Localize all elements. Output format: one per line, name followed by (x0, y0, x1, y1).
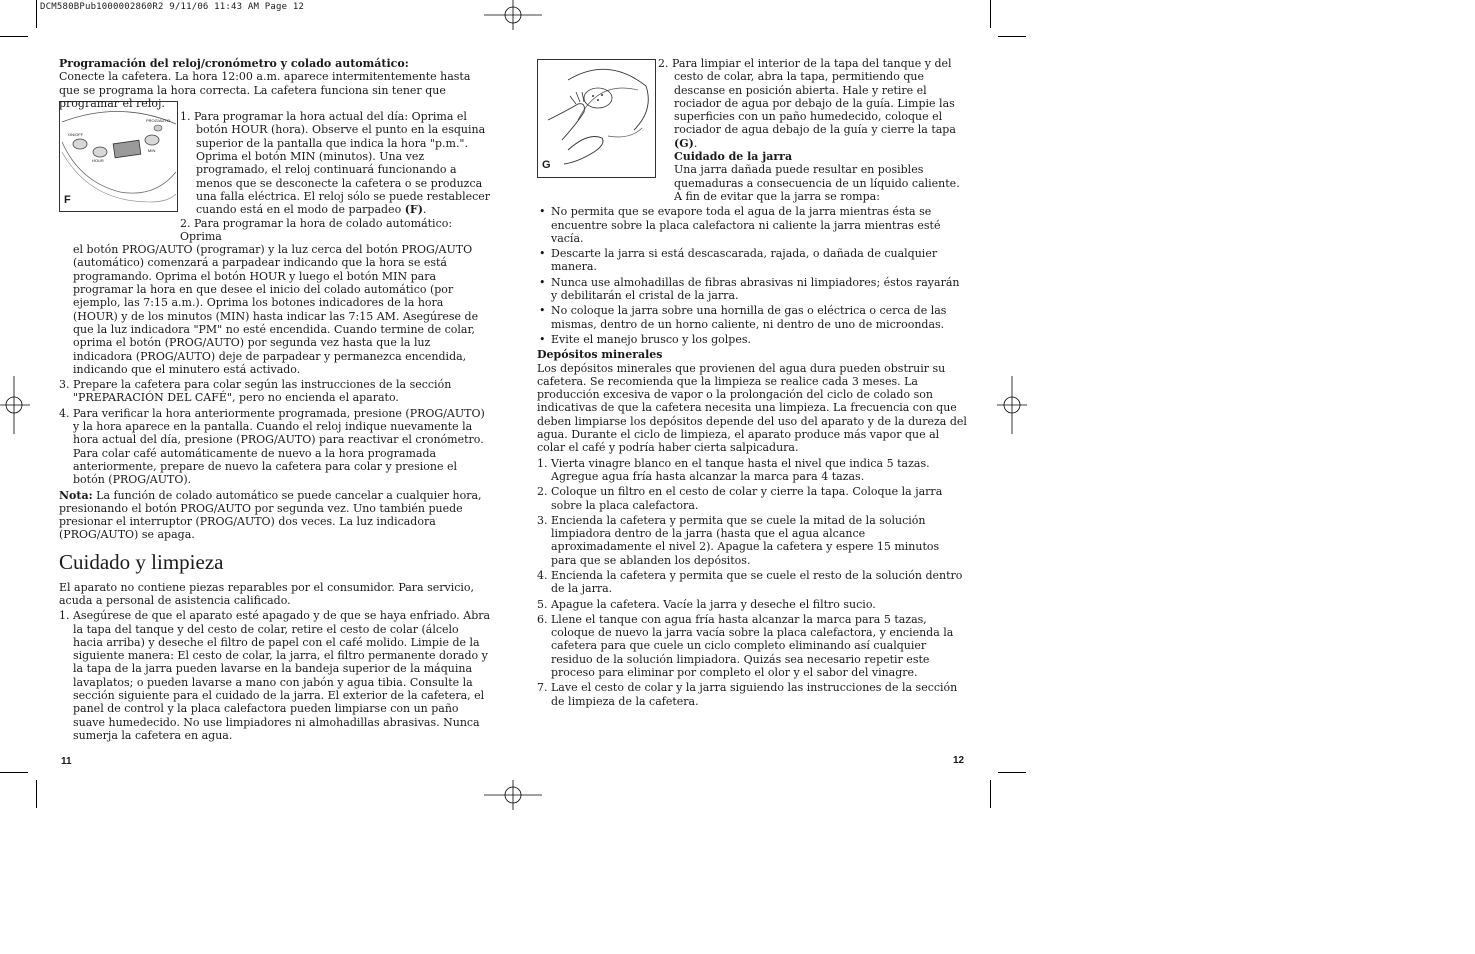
clock-step-2: el botón PROG/AUTO (programar) y la luz cerca del botón PROG/AUTO (automático) comenzará a parpadear indicando que la hora se está programando. Oprima el botón HOUR y luego el botón MIN para programar la hora en que desee el inicio del colado automático (por ejemplo, las 7:15 a.m.). Oprima los botones indicadores de la hora (HOUR) y de los minutos (MIN) hasta indicar las 7:15 AM. Asegúrese de que la luz indicadora "PM" no esté encendida. Cuando termine de colar, oprima el botón (PROG/AUTO) por segunda vez hasta que la luz indicadora (PROG/AUTO) deje de parpadear y permanezca encendida, indicando que el minutero está activado. (73, 243, 479, 376)
clock-note (59, 489, 491, 542)
figure-f-button-label: PROG/AUTO (146, 118, 170, 123)
minerals-title: Depósitos minerales (537, 348, 663, 362)
clock-intro: Conecte la cafetera. La hora 12:00 a.m. aparece intermitentemente hasta que se programa la hora correcta. La cafetera funciona sin tener que programar el reloj. (59, 70, 471, 110)
page-number-left: 11 (61, 756, 72, 767)
clock-step-3: 3. Prepare la cafetera para colar según las instrucciones de la sección "PREPARACIÓN DEL CAFÉ", pero no encienda el aparato. (59, 378, 452, 405)
figure-ref-f: (F) (404, 203, 423, 217)
clock-step-1-end: . (422, 203, 427, 217)
list-item: 5. Apague la cafetera. Vacíe la jarra y deseche el filtro sucio. (537, 597, 876, 611)
clock-step-2-start: 2. Para programar la hora de colado automático: Oprima (180, 216, 453, 243)
figure-f-button-label: HOUR (92, 158, 104, 163)
care-step-2-text: 2. Para limpiar el interior de la tapa del tanque y del cesto de colar, abra la tapa, permitiendo que descanse en posición abierta. Hale y retire el rociador de agua por debajo de la guía. Limpie las superficies con un paño humedecido, coloque el rociador de agua debajo de la guía y cierre la tapa (658, 57, 956, 137)
crop-mark (36, 0, 37, 28)
crop-mark (998, 772, 1026, 773)
list-item: 6. Llene el tanque con agua fría hasta alcanzar la marca para 5 tazas, coloque de nuevo la jarra vacía sobre la placa calefactora, y encienda la cafetera para que cuele un ciclo completo eliminando así cualquier residuo de la solución limpiadora. Quizás sea necesario repetir este proceso para eliminar por completo el olor y el sabor del vinagre. (537, 612, 954, 680)
list-item: • No coloque la jarra sobre una hornilla de gas o eléctrica o cerca de las mismas, dentro de un horno caliente, ni dentro de uno de microondas. (537, 304, 967, 331)
crop-mark (998, 36, 1026, 37)
figure-g-label: G (542, 159, 551, 171)
print-slug: DCM580BPub1000002860R2 9/11/06 11:43 AM Page 12 (40, 2, 305, 12)
right-page-column (537, 57, 967, 710)
minerals-intro: Los depósitos minerales que provienen del agua dura pueden obstruir su cafetera. Se recomienda que la limpieza se realice cada 3 meses. La producción excesiva de vapor o la prolongación del ciclo de colado son indicativas de que la cafetera necesita una limpieza. La frecuencia con que deben limpiarse los depósitos depende del uso del aparato y de la dureza del agua. Durante el ciclo de limpieza, el aparato produce más vapor que al colar el café y podría haber cierta salpicadura. (537, 361, 967, 455)
list-item: 2. Coloque un filtro en el cesto de colar y cierre la tapa. Coloque la jarra sobre la placa calefactora. (537, 485, 943, 512)
list-item: • Descarte la jarra si está descascarada, rajada, o dañada de cualquier manera. (537, 247, 967, 274)
crop-mark (0, 772, 28, 773)
crop-mark (990, 780, 991, 808)
list-item: • Nunca use almohadillas de fibras abrasivas ni limpiadores; éstos rayarán y debilitarán el cristal de la jarra. (537, 276, 967, 303)
clock-step-1 (180, 110, 491, 216)
carafe-care-title: Cuidado de la jarra (674, 150, 793, 164)
care-step-1: 1. Asegúrese de que el aparato esté apagado y de que se haya enfriado. Abra la tapa del tanque y del cesto de colar, retire el cesto de colar (álcelo hacia arriba) y deseche el filtro de papel con el café molido. Limpie de la siguiente manera: El cesto de colar, la jarra, el filtro permanente dorado y la tapa de la jarra pueden lavarse en la bandeja superior de la máquina lavaplatos; o pueden lavarse a mano con jabón y agua tibia. Consulte la sección siguiente para el cuidado de la jarra. El exterior de la cafetera, el panel de control y la placa calefactora pueden limpiarse con un paño suave humedecido. No use limpiadores ni almohadillas abrasivas. Nunca sumerja la cafetera en agua. (59, 609, 491, 742)
clock-step-1-text: 1. Para programar la hora actual del día: Oprima el botón HOUR (hora). Observe el punto en la esquina superior de la pantalla que indica la hora "p.m.". Oprima el botón MIN (minutos). Una vez programado, el reloj continuará funcionando a menos que se desconecte la cafetera o se produzca una falla eléctrica. El reloj sólo se puede restablecer cuando está en el modo de parpadeo (180, 110, 491, 217)
figure-f-button-label: ON/OFF (68, 132, 84, 137)
list-item: 3. Encienda la cafetera y permita que se cuele la mitad de la solución limpiadora dentro de la jarra (hasta que el agua alcance aproximadamente el nivel 2). Apague la cafetera y espere 15 minutos para que se ablanden los depósitos. (537, 513, 940, 567)
carafe-care-intro: Una jarra dañada puede resultar en posibles quemaduras a consecuencia de un líquido caliente. A fin de evitar que la jarra se rompa: (674, 163, 960, 203)
figure-ref-g: (G) (674, 136, 694, 150)
minerals-steps (537, 457, 967, 708)
registration-mark-bottom (484, 780, 542, 810)
care-step-2 (658, 57, 967, 150)
figure-f-label: F (64, 194, 71, 206)
care-intro: El aparato no contiene piezas reparables por el consumidor. Para servicio, acuda a personal de asistencia calificado. (59, 580, 475, 607)
registration-mark-left (0, 376, 30, 434)
crop-mark (36, 780, 37, 808)
note-label: Nota: (59, 488, 93, 502)
list-item: • Evite el manejo brusco y los golpes. (537, 333, 967, 346)
crop-mark (0, 36, 28, 37)
list-item: 7. Lave el cesto de colar y la jarra siguiendo las instrucciones de la sección de limpieza de la cafetera. (537, 681, 958, 708)
care-heading: Cuidado y limpieza (59, 549, 224, 574)
list-item: 1. Vierta vinagre blanco en el tanque hasta el nivel que indica 5 tazas. Agregue agua fría hasta alcanzar la marca para 4 tazas. (537, 456, 930, 483)
note-text: La función de colado automático se puede cancelar a cualquier hora, presionando el botón PROG/AUTO por segunda vez. Uno también puede presionar el interruptor (PROG/AUTO) dos veces. La luz indicadora (PROG/AUTO) se apaga. (59, 488, 482, 542)
page-number-right: 12 (953, 755, 965, 766)
registration-mark-right (997, 376, 1027, 434)
registration-mark-top (484, 0, 542, 30)
list-item: 4. Encienda la cafetera y permita que se cuele el resto de la solución dentro de la jarra. (537, 568, 963, 596)
list-item: • No permita que se evapore toda el agua de la jarra mientras ésta se encuentre sobre la placa calefactora ni caliente la jarra mientras esté vacía. (537, 205, 967, 245)
crop-mark (990, 0, 991, 28)
carafe-care-list (537, 205, 967, 346)
left-page-column (59, 57, 491, 742)
section-title-clock: Programación del reloj/cronómetro y colado automático: (59, 57, 409, 70)
clock-step-4: 4. Para verificar la hora anteriormente programada, presione (PROG/AUTO) y la hora aparece en la pantalla. Cuando el reloj indique nuevamente la hora actual del día, presione (PROG/AUTO) para reactivar el cronómetro. Para colar café automáticamente de nuevo a la hora programada anteriormente, prepare de nuevo la cafetera para colar y presione el botón (PROG/AUTO). (59, 406, 485, 487)
care-step-2-end: . (693, 136, 698, 150)
figure-f-button-label: MIN (148, 148, 156, 153)
